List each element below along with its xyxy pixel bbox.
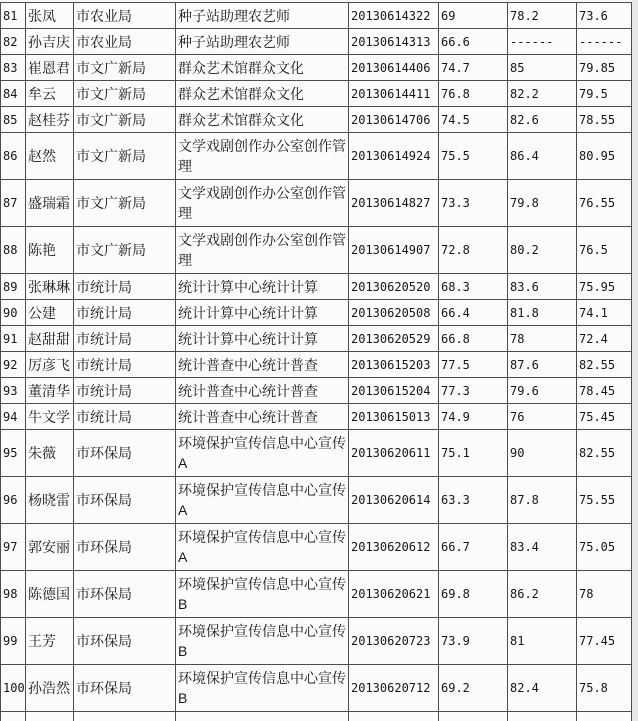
cell-name: 陈艳 [26, 227, 74, 274]
table-row [1, 378, 632, 404]
cell-name: 厉彦飞 [26, 352, 74, 378]
cell-id: 20130614706 [349, 107, 439, 133]
cell-position: 文学戏剧创作办公室创作管理 [176, 133, 349, 180]
cell-score-1: 74.7 [439, 55, 508, 81]
table-row [1, 571, 632, 618]
cell-id: 20130620611 [349, 430, 439, 477]
cell-rank: 81 [1, 3, 26, 29]
cell-empty [1, 712, 26, 721]
cell-score-2: ------ [508, 29, 577, 55]
cell-score-2: 81.8 [508, 300, 577, 326]
cell-rank: 87 [1, 180, 26, 227]
cell-score-2: 86.4 [508, 133, 577, 180]
cell-position: 统计普查中心统计普查 [176, 352, 349, 378]
cell-position: 群众艺术馆群众文化 [176, 81, 349, 107]
cell-score-1: 77.5 [439, 352, 508, 378]
cell-empty [176, 712, 349, 721]
cell-department: 市环保局 [74, 571, 176, 618]
cell-score-3: 77.45 [577, 618, 632, 665]
cell-score-2: 85 [508, 55, 577, 81]
cell-id: 20130615013 [349, 404, 439, 430]
cell-score-2: 82.6 [508, 107, 577, 133]
cell-score-1: 73.9 [439, 618, 508, 665]
cell-department: 市文广新局 [74, 55, 176, 81]
cell-score-1: 73.3 [439, 180, 508, 227]
cell-department: 市环保局 [74, 430, 176, 477]
cell-empty [74, 712, 176, 721]
cell-score-3: 76.5 [577, 227, 632, 274]
cell-rank: 82 [1, 29, 26, 55]
cell-score-1: 76.8 [439, 81, 508, 107]
cell-position: 群众艺术馆群众文化 [176, 55, 349, 81]
cell-score-3: 74.1 [577, 300, 632, 326]
cell-department: 市环保局 [74, 524, 176, 571]
cell-score-1: 66.7 [439, 524, 508, 571]
cell-score-1: 75.5 [439, 133, 508, 180]
cell-name: 朱薇 [26, 430, 74, 477]
cell-id: 20130614907 [349, 227, 439, 274]
cell-id: 20130614924 [349, 133, 439, 180]
cell-name: 张凤 [26, 3, 74, 29]
cell-rank: 94 [1, 404, 26, 430]
cell-score-1: 69.2 [439, 665, 508, 712]
table-row [1, 300, 632, 326]
cell-score-2: 82.2 [508, 81, 577, 107]
cell-name: 赵然 [26, 133, 74, 180]
cell-score-1: 72.8 [439, 227, 508, 274]
cell-position: 环境保护宣传信息中心宣传B [176, 618, 349, 665]
cell-position: 文学戏剧创作办公室创作管理 [176, 180, 349, 227]
cell-score-1: 66.6 [439, 29, 508, 55]
cell-position: 群众艺术馆群众文化 [176, 107, 349, 133]
cell-department: 市文广新局 [74, 107, 176, 133]
cell-score-3: 79.5 [577, 81, 632, 107]
cell-id: 20130614406 [349, 55, 439, 81]
cell-position: 环境保护宣传信息中心宣传B [176, 571, 349, 618]
cell-department: 市统计局 [74, 274, 176, 300]
cell-id: 20130620529 [349, 326, 439, 352]
cell-rank: 89 [1, 274, 26, 300]
cell-position: 环境保护宣传信息中心宣传A [176, 524, 349, 571]
cell-department: 市统计局 [74, 300, 176, 326]
cell-score-3: 75.8 [577, 665, 632, 712]
cell-name: 崔恩君 [26, 55, 74, 81]
cell-rank: 93 [1, 378, 26, 404]
cell-name: 赵甜甜 [26, 326, 74, 352]
cell-id: 20130614322 [349, 3, 439, 29]
cell-position: 环境保护宣传信息中心宣传B [176, 665, 349, 712]
table-row [1, 352, 632, 378]
table-row [1, 274, 632, 300]
cell-id: 20130614827 [349, 180, 439, 227]
cell-id: 20130614411 [349, 81, 439, 107]
cell-score-3: 75.55 [577, 477, 632, 524]
cell-empty [577, 712, 632, 721]
cell-department: 市文广新局 [74, 133, 176, 180]
cell-department: 市文广新局 [74, 227, 176, 274]
cell-id: 20130620723 [349, 618, 439, 665]
cell-id: 20130620614 [349, 477, 439, 524]
cell-rank: 88 [1, 227, 26, 274]
cell-score-3: 75.45 [577, 404, 632, 430]
cell-rank: 86 [1, 133, 26, 180]
cell-id: 20130614313 [349, 29, 439, 55]
table-row [1, 618, 632, 665]
cell-position: 统计普查中心统计普查 [176, 404, 349, 430]
cell-score-1: 74.5 [439, 107, 508, 133]
cell-department: 市农业局 [74, 29, 176, 55]
cell-position: 种子站助理农艺师 [176, 29, 349, 55]
cell-score-2: 78 [508, 326, 577, 352]
cell-name: 赵桂芬 [26, 107, 74, 133]
cell-rank: 98 [1, 571, 26, 618]
cell-position: 文学戏剧创作办公室创作管理 [176, 227, 349, 274]
cell-rank: 83 [1, 55, 26, 81]
cell-score-3: 72.4 [577, 326, 632, 352]
cell-id: 20130620621 [349, 571, 439, 618]
cell-department: 市统计局 [74, 378, 176, 404]
cell-empty [349, 712, 439, 721]
cell-rank: 97 [1, 524, 26, 571]
cell-rank: 91 [1, 326, 26, 352]
cell-rank: 90 [1, 300, 26, 326]
cell-score-1: 69 [439, 3, 508, 29]
table-row [1, 477, 632, 524]
table-row [1, 133, 632, 180]
cell-rank: 84 [1, 81, 26, 107]
cell-empty [439, 712, 508, 721]
cell-name: 陈德国 [26, 571, 74, 618]
cell-position: 统计计算中心统计计算 [176, 300, 349, 326]
table-row [1, 665, 632, 712]
cell-score-2: 82.4 [508, 665, 577, 712]
table-row [1, 430, 632, 477]
cell-score-2: 79.6 [508, 378, 577, 404]
cell-rank: 85 [1, 107, 26, 133]
cell-id: 20130620712 [349, 665, 439, 712]
cell-score-3: 73.6 [577, 3, 632, 29]
cell-score-3: 78 [577, 571, 632, 618]
cell-score-2: 83.6 [508, 274, 577, 300]
cell-score-2: 81 [508, 618, 577, 665]
table-row [1, 29, 632, 55]
cell-position: 环境保护宣传信息中心宣传A [176, 477, 349, 524]
table-row [1, 524, 632, 571]
cell-score-3: 78.55 [577, 107, 632, 133]
table-row [1, 180, 632, 227]
cell-department: 市文广新局 [74, 180, 176, 227]
cell-score-2: 86.2 [508, 571, 577, 618]
cell-position: 统计普查中心统计普查 [176, 378, 349, 404]
exam-results-table [0, 2, 632, 721]
cell-score-2: 87.8 [508, 477, 577, 524]
cell-score-3: 82.55 [577, 430, 632, 477]
cell-rank: 92 [1, 352, 26, 378]
cell-department: 市环保局 [74, 618, 176, 665]
cell-rank: 95 [1, 430, 26, 477]
cell-id: 20130615203 [349, 352, 439, 378]
cell-name: 郭安丽 [26, 524, 74, 571]
cell-score-2: 80.2 [508, 227, 577, 274]
cell-name: 王芳 [26, 618, 74, 665]
cell-name: 牟云 [26, 81, 74, 107]
table-body [1, 3, 632, 721]
cell-name: 董清华 [26, 378, 74, 404]
cell-department: 市环保局 [74, 477, 176, 524]
cell-score-2: 79.8 [508, 180, 577, 227]
cell-id: 20130620520 [349, 274, 439, 300]
cell-department: 市农业局 [74, 3, 176, 29]
cell-score-3: 75.95 [577, 274, 632, 300]
cell-id: 20130615204 [349, 378, 439, 404]
table-row [1, 55, 632, 81]
cell-score-1: 75.1 [439, 430, 508, 477]
cell-score-1: 66.4 [439, 300, 508, 326]
cell-department: 市文广新局 [74, 81, 176, 107]
cell-score-3: 75.05 [577, 524, 632, 571]
cell-score-3: 82.55 [577, 352, 632, 378]
cell-score-2: 90 [508, 430, 577, 477]
cell-position: 统计计算中心统计计算 [176, 326, 349, 352]
cell-rank: 96 [1, 477, 26, 524]
cell-name: 牛文学 [26, 404, 74, 430]
cell-name: 杨晓雷 [26, 477, 74, 524]
cell-score-1: 63.3 [439, 477, 508, 524]
cell-score-2: 83.4 [508, 524, 577, 571]
cell-department: 市统计局 [74, 326, 176, 352]
cell-name: 孙吉庆 [26, 29, 74, 55]
cell-position: 环境保护宣传信息中心宣传A [176, 430, 349, 477]
table-row [1, 404, 632, 430]
cell-department: 市统计局 [74, 352, 176, 378]
cell-score-3: 76.55 [577, 180, 632, 227]
cell-position: 种子站助理农艺师 [176, 3, 349, 29]
cell-id: 20130620612 [349, 524, 439, 571]
cell-score-1: 69.8 [439, 571, 508, 618]
cell-department: 市统计局 [74, 404, 176, 430]
table-row [1, 3, 632, 29]
table-row [1, 227, 632, 274]
cell-score-1: 74.9 [439, 404, 508, 430]
cell-empty [26, 712, 74, 721]
cell-score-2: 76 [508, 404, 577, 430]
cell-score-1: 68.3 [439, 274, 508, 300]
cell-rank: 100 [1, 665, 26, 712]
cell-name: 盛瑞霜 [26, 180, 74, 227]
cell-empty [508, 712, 577, 721]
cell-position: 统计计算中心统计计算 [176, 274, 349, 300]
table-row [1, 81, 632, 107]
cell-score-1: 66.8 [439, 326, 508, 352]
cell-score-1: 77.3 [439, 378, 508, 404]
cell-name: 公建 [26, 300, 74, 326]
cell-name: 孙浩然 [26, 665, 74, 712]
cell-score-3: 78.45 [577, 378, 632, 404]
cell-score-3: 79.85 [577, 55, 632, 81]
cell-id: 20130620508 [349, 300, 439, 326]
table-row-partial [1, 712, 632, 721]
cell-score-3: 80.95 [577, 133, 632, 180]
cell-score-3: ------ [577, 29, 632, 55]
cell-department: 市环保局 [74, 665, 176, 712]
table-row [1, 107, 632, 133]
cell-name: 张琳琳 [26, 274, 74, 300]
cell-rank: 99 [1, 618, 26, 665]
cell-score-2: 78.2 [508, 3, 577, 29]
cell-score-2: 87.6 [508, 352, 577, 378]
table-row [1, 326, 632, 352]
